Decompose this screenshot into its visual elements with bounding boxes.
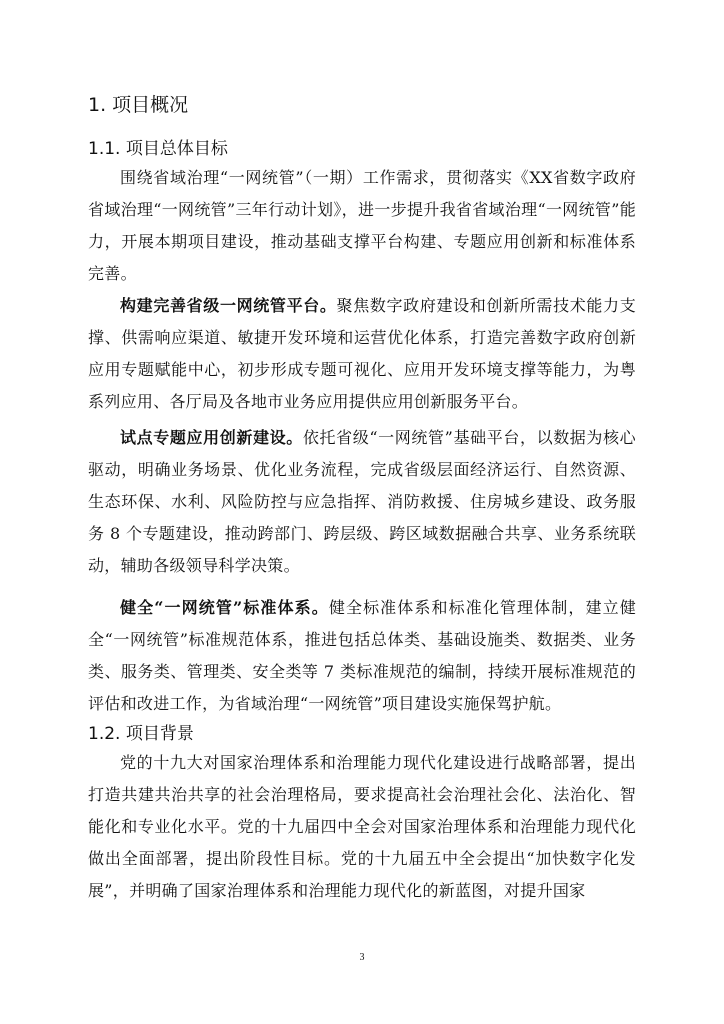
paragraph-text: 依托省级“一网统管”基础平台，以数据为核心驱动，明确业务场景、优化业务流程，完成省级层面经济运行、自然资源、生态环保、水利、风险防控与应急指挥、消防救援、住房城乡建设、政务服务 8 个专题建设，推动跨部门、跨层级、跨区域数据融合共享、业务系统联动，辅助各级领导科学决策。 — [88, 428, 636, 575]
paragraph-text: 健全标准体系和标准化管理体制，建立健全“一网统管”标准规范体系，推进包括总体类、基础设施类、数据类、业务类、服务类、管理类、安全类等 7 类标准规范的编制，持续开展标准规范的评估和改进工作，为省域治理“一网统管”项目建设实施保驾护航。 — [88, 598, 637, 713]
paragraph-background — [88, 747, 636, 907]
paragraph-text: 围绕省域治理“一网统管”（一期）工作需求，贯彻落实《XX省数字政府省域治理“一网统管”三年行动计划》，进一步提升我省省域治理“一网统管”能力，开展本期项目建设，推动基础支撑平台构建、专题应用创新和标准体系完善。 — [88, 168, 636, 283]
paragraph-goals-intro — [88, 162, 636, 290]
paragraph-special-apps — [88, 422, 636, 582]
paragraph-text: 聚焦数字政府建设和创新所需技术能力支撑、供需响应渠道、敏捷开发环境和运营优化体系，打造完善数字政府创新应用专题赋能中心，初步形成专题可视化、应用开发环境支撑等能力，为粤系列应用、各厅局及各地市业务应用提供应用创新服务平台。 — [88, 296, 637, 411]
paragraph-lead: 构建完善省级一网统管平台。 — [120, 296, 337, 315]
paragraph-text: 党的十九大对国家治理体系和治理能力现代化建设进行战略部署，提出打造共建共治共享的社会治理格局，要求提高社会治理社会化、法治化、智能化和专业化水平。党的十九届四中全会对国家治理体系和治理能力现代化做出全面部署，提出阶段性目标。党的十九届五中全会提出“加快数字化发展”，并明确了国家治理体系和治理能力现代化的新蓝图，对提升国家 — [88, 753, 636, 900]
paragraph-lead: 试点专题应用创新建设。 — [120, 428, 303, 447]
section-title: 1. 项目概况 — [88, 94, 189, 116]
paragraph-standards — [88, 592, 636, 720]
paragraph-lead: 健全“一网统管”标准体系。 — [120, 598, 329, 617]
subsection-title-background: 1.2. 项目背景 — [88, 724, 194, 744]
page-number: 3 — [359, 952, 365, 963]
subsection-title-goals: 1.1. 项目总体目标 — [88, 139, 228, 159]
paragraph-platform — [88, 290, 636, 418]
